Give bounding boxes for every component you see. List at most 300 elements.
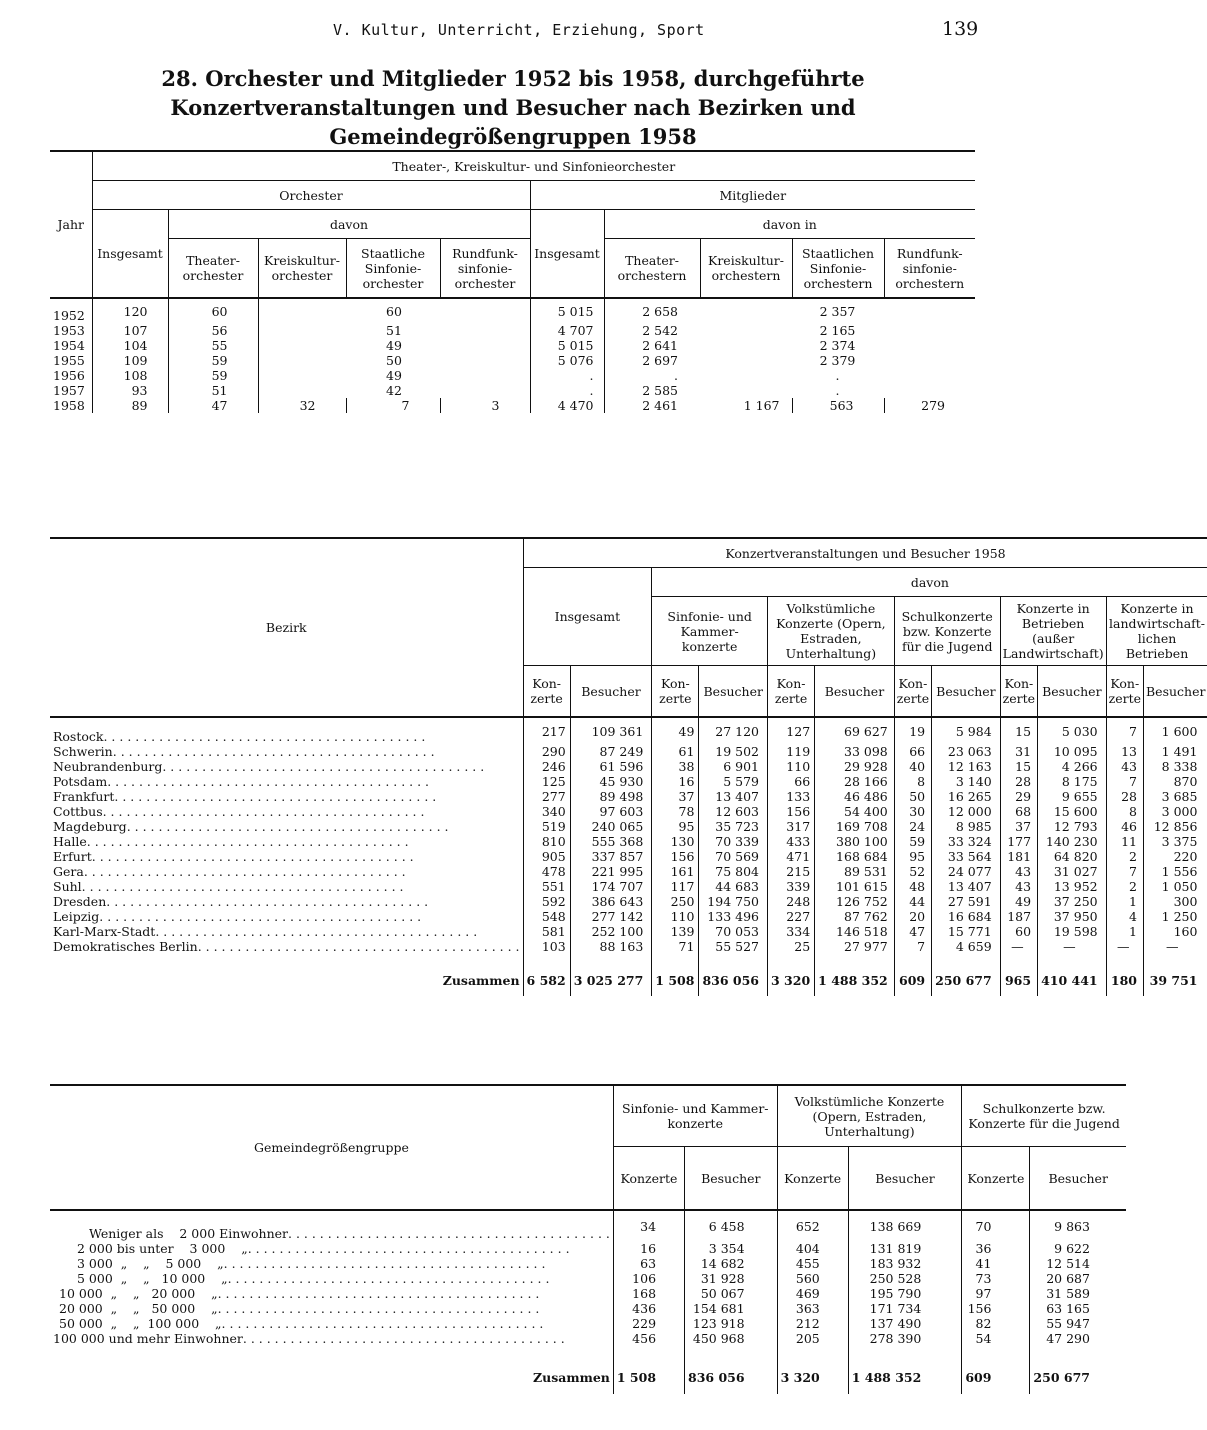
- o-combined-cell: 60: [258, 298, 530, 323]
- bezirk-name: Karl-Marx-Stadt: [53, 923, 156, 939]
- total-label: Zusammen: [50, 954, 523, 996]
- konzerte-cell: 60: [1000, 924, 1037, 939]
- konzerte-cell: 46: [1106, 819, 1143, 834]
- table-row: [50, 1210, 1126, 1241]
- konzerte-cell: 250: [652, 894, 699, 909]
- konzerte-subheader: Konzerte: [777, 1147, 848, 1211]
- besucher-cell: 1 600: [1161, 723, 1198, 739]
- besucher-cell: 195 790: [848, 1286, 962, 1301]
- bezirk-name: Schwerin: [53, 743, 113, 759]
- besucher-cell: 174 707: [570, 879, 652, 894]
- besucher-cell: 33 564: [932, 849, 1001, 864]
- bezirk-name: Frankfurt: [53, 788, 115, 804]
- konzerte-cell: 2: [1106, 849, 1143, 864]
- besucher-cell: 31 027: [1038, 864, 1107, 879]
- t3-schul-header: Schulkonzerte bzw. Konzerte für die Jugend: [962, 1085, 1126, 1147]
- gruppe-name: Weniger als 2 000 Einwohner: [89, 1226, 289, 1242]
- besucher-cell: 240 065: [570, 819, 652, 834]
- besucher-cell: 250 528: [848, 1271, 962, 1286]
- konzerte-cell: 161: [652, 864, 699, 879]
- besucher-cell: 10 095: [1038, 744, 1107, 759]
- bezirk-leader: [53, 940, 520, 954]
- konzerte-cell: 110: [768, 759, 815, 774]
- konzerte-cell: 66: [768, 774, 815, 789]
- besucher-cell: 4 659: [932, 939, 1001, 954]
- m-combined-cell: .: [835, 383, 840, 399]
- besucher-cell: 1 556: [1161, 864, 1198, 880]
- year-cell: 1957: [50, 383, 92, 398]
- dot-leader: [99, 910, 519, 924]
- m-insgesamt-cell: 5 015: [530, 338, 604, 353]
- besucher-cell: 555 368: [570, 834, 652, 849]
- konzerte-cell: 519: [523, 819, 570, 834]
- table-row: [50, 879, 1207, 894]
- table-row: [50, 717, 1207, 744]
- o-insgesamt-cell: 93: [92, 383, 168, 398]
- konzerte-total-cell: 1 508: [652, 954, 699, 996]
- year-cell: 1954: [50, 338, 92, 353]
- besucher-cell: 15 771: [932, 924, 1001, 939]
- besucher-subheader: Besucher: [1038, 666, 1107, 718]
- konzerte-cell: 30: [894, 804, 931, 819]
- o-theater-cell: 59: [168, 353, 258, 368]
- m-insgesamt-cell: .: [530, 383, 604, 398]
- table-row: [50, 759, 1207, 774]
- bezirk-name: Demokratisches Berlin: [53, 938, 198, 954]
- table-row: [50, 819, 1207, 834]
- konzerte-cell: 125: [523, 774, 570, 789]
- besucher-total-cell: 1 488 352: [815, 954, 895, 996]
- konzerte-cell: 29: [1000, 789, 1037, 804]
- konzerte-cell: 110: [652, 909, 699, 924]
- table-row: [50, 1316, 1126, 1331]
- t2-insgesamt-header: Insgesamt: [523, 568, 652, 666]
- orchestra-table: [50, 150, 975, 413]
- besucher-cell: 88 163: [570, 939, 652, 954]
- page-header: [0, 18, 1024, 48]
- besucher-cell: 55 947: [1046, 1316, 1090, 1332]
- konzerte-cell: 37: [652, 789, 699, 804]
- bezirk-name: Dresden: [53, 893, 107, 909]
- m-theater-cell: 2 641: [642, 338, 678, 354]
- o-insgesamt-cell: 107: [92, 323, 168, 338]
- dot-leader: [113, 745, 520, 759]
- t2-sinf-header: Sinfonie- und Kammer-konzerte: [652, 597, 768, 666]
- besucher-cell: 13 407: [932, 879, 1001, 894]
- t3-sinf-header: Sinfonie- und Kammer-konzerte: [613, 1085, 777, 1147]
- besucher-cell: 19 502: [699, 744, 768, 759]
- konzerte-cell: 95: [894, 849, 931, 864]
- table-row: [50, 1256, 1126, 1271]
- table-row: [50, 804, 1207, 819]
- besucher-cell: —: [1165, 939, 1179, 955]
- konzerte-cell: 20: [894, 909, 931, 924]
- m-theater-cell: 2 658: [642, 303, 678, 319]
- besucher-subheader: Besucher: [699, 666, 768, 718]
- o-davon-header: davon: [168, 210, 530, 239]
- konzerte-cell: 59: [894, 834, 931, 849]
- gruppe-name: 20 000 „ „ 50 000 „: [59, 1300, 218, 1316]
- besucher-cell: 9 863: [1054, 1218, 1090, 1234]
- m-rund-header: Rundfunk-sinfonie-orchestern: [895, 245, 965, 291]
- o-insgesamt-cell: 109: [92, 353, 168, 368]
- konzerte-cell: 15: [1000, 717, 1037, 744]
- year-cell: 1952: [50, 298, 92, 323]
- besucher-cell: 6 901: [699, 759, 768, 774]
- konzerte-cell: 456: [613, 1331, 684, 1346]
- table-row: [50, 1271, 1126, 1286]
- o-theater-header: Theater-orchester: [168, 239, 258, 299]
- besucher-cell: 12 000: [932, 804, 1001, 819]
- besucher-cell: 87 762: [815, 909, 895, 924]
- year-cell: 1953: [50, 323, 92, 338]
- besucher-total-cell: 836 056: [685, 1346, 778, 1394]
- konzerte-bezirke-table: [50, 537, 1207, 996]
- m-insgesamt-cell: 5 076: [530, 353, 604, 368]
- m-davon-header: davon in: [604, 210, 975, 239]
- besucher-cell: 13 407: [699, 789, 768, 804]
- konzerte-cell: 217: [523, 717, 570, 744]
- konzerte-total-cell: 3 320: [768, 954, 815, 996]
- konzerte-cell: 156: [768, 804, 815, 819]
- table-row: [50, 368, 975, 383]
- o-combined-cell: 49: [258, 368, 530, 383]
- bezirk-name-cell: [50, 819, 523, 834]
- besucher-subheader: Besucher: [1048, 1170, 1108, 1186]
- gruppe-leader: [53, 1287, 610, 1301]
- bezirk-name-cell: [50, 909, 523, 924]
- konzerte-cell: 436: [613, 1301, 684, 1316]
- konzerte-total-cell: 609: [894, 954, 931, 996]
- bezirk-name-cell: [50, 759, 523, 774]
- dot-leader: [87, 835, 520, 849]
- konzerte-cell: 16: [613, 1241, 684, 1256]
- besucher-subheader: Besucher: [685, 1147, 778, 1211]
- besucher-cell: 3 000: [1161, 804, 1198, 820]
- konzerte-cell: 156: [962, 1301, 1030, 1316]
- gruppe-name-cell: [50, 1271, 613, 1286]
- gruppe-name-cell: [50, 1210, 613, 1241]
- o-theater-cell: 51: [168, 383, 258, 398]
- bezirk-name-cell: [50, 804, 523, 819]
- o-theater-cell: 47: [168, 398, 258, 413]
- konzerte-cell: 73: [962, 1271, 1030, 1286]
- besucher-cell: 171 734: [848, 1301, 962, 1316]
- besucher-cell: 12 856: [1153, 819, 1198, 835]
- besucher-cell: 5 030: [1038, 717, 1107, 744]
- konzerte-cell: 78: [652, 804, 699, 819]
- besucher-cell: 146 518: [815, 924, 895, 939]
- konzerte-cell: 117: [652, 879, 699, 894]
- besucher-cell: 8 338: [1161, 759, 1198, 775]
- bezirk-name: Rostock: [53, 729, 104, 745]
- besucher-cell: 3 685: [1161, 789, 1198, 805]
- o-rund-cell: 3: [440, 398, 530, 413]
- besucher-cell: 37 250: [1038, 894, 1107, 909]
- konzerte-cell: 215: [768, 864, 815, 879]
- table-row: [50, 909, 1207, 924]
- m-theater-cell: 2 542: [642, 323, 678, 339]
- besucher-cell: 14 682: [685, 1256, 778, 1271]
- konzerte-cell: 433: [768, 834, 815, 849]
- m-insgesamt-cell: 4 707: [530, 323, 604, 338]
- konzerte-cell: 25: [768, 939, 815, 954]
- konzerte-cell: 13: [1106, 744, 1143, 759]
- gruppe-name: 3 000 „ „ 5 000 „: [77, 1255, 224, 1271]
- table-row: [50, 774, 1207, 789]
- dot-leader: [107, 775, 519, 789]
- konzerte-cell: 43: [1106, 759, 1143, 774]
- o-insgesamt-cell: 89: [92, 398, 168, 413]
- konzerte-cell: 8: [894, 774, 931, 789]
- konzerte-cell: 50: [894, 789, 931, 804]
- besucher-cell: 6 458: [685, 1210, 778, 1241]
- besucher-cell: 33 324: [932, 834, 1001, 849]
- o-insgesamt-cell: 104: [92, 338, 168, 353]
- bezirk-name-cell: [50, 894, 523, 909]
- bezirk-leader: [53, 760, 520, 774]
- besucher-cell: 278 390: [848, 1331, 962, 1346]
- gruppe-name-cell: [50, 1241, 613, 1256]
- dot-leader: [224, 1257, 610, 1271]
- konzerte-cell: 44: [894, 894, 931, 909]
- konzerte-cell: 54: [962, 1331, 1030, 1346]
- besucher-subheader: Besucher: [1145, 683, 1206, 699]
- o-theater-cell: 59: [168, 368, 258, 383]
- besucher-cell: 29 928: [815, 759, 895, 774]
- konzerte-cell: 133: [768, 789, 815, 804]
- konzerte-cell: 34: [613, 1210, 684, 1241]
- konzerte-cell: 340: [523, 804, 570, 819]
- konzerte-cell: 7: [1106, 717, 1143, 744]
- besucher-cell: 16 265: [932, 789, 1001, 804]
- besucher-cell: 69 627: [815, 717, 895, 744]
- besucher-cell: 13 952: [1038, 879, 1107, 894]
- bezirk-name-cell: [50, 744, 523, 759]
- gruppe-name-cell: [50, 1256, 613, 1271]
- m-insgesamt-cell: .: [530, 368, 604, 383]
- konzerte-total-cell: 1 508: [613, 1346, 684, 1394]
- besucher-cell: 277 142: [570, 909, 652, 924]
- o-theater-cell: 60: [168, 298, 258, 323]
- besucher-cell: 20 687: [1046, 1271, 1090, 1287]
- besucher-total-cell: 250 677: [1033, 1369, 1090, 1385]
- gruppe-leader: [53, 1257, 610, 1271]
- m-theater-cell: .: [674, 368, 678, 384]
- besucher-cell: 9 622: [1054, 1241, 1090, 1257]
- besucher-cell: 89 531: [815, 864, 895, 879]
- m-staat-cell: 563: [792, 398, 884, 413]
- m-insgesamt-cell: 4 470: [530, 398, 604, 413]
- besucher-cell: 70 339: [699, 834, 768, 849]
- konzerte-cell: 363: [777, 1301, 848, 1316]
- gruppe-name-cell: [50, 1316, 613, 1331]
- besucher-cell: 28 166: [815, 774, 895, 789]
- dot-leader: [218, 1302, 610, 1316]
- dot-leader: [222, 1317, 610, 1331]
- bezirk-leader: [53, 895, 520, 909]
- bezirk-name-cell: [50, 879, 523, 894]
- table-row: [50, 1241, 1126, 1256]
- besucher-cell: 45 930: [570, 774, 652, 789]
- t2-davon-header: davon: [652, 568, 1207, 597]
- bezirk-leader: [53, 865, 520, 879]
- table-row: [50, 1301, 1126, 1316]
- bezirk-name-cell: [50, 774, 523, 789]
- besucher-cell: 97 603: [570, 804, 652, 819]
- besucher-cell: 27 591: [932, 894, 1001, 909]
- t2-schul-header: Schulkonzerte bzw. Konzerte für die Jugend: [894, 597, 1000, 666]
- table-row: [50, 789, 1207, 804]
- besucher-cell: 63 165: [1046, 1301, 1090, 1317]
- bezirk-name-cell: [50, 849, 523, 864]
- bezirk-name: Potsdam: [53, 773, 108, 789]
- konzerte-cell: 227: [768, 909, 815, 924]
- besucher-cell: 8 175: [1038, 774, 1107, 789]
- besucher-total-cell: 410 441: [1038, 954, 1107, 996]
- m-insgesamt-header: Insgesamt: [530, 210, 604, 299]
- dot-leader: [218, 1287, 610, 1301]
- table-row: [50, 323, 975, 338]
- m-combined-cell: 2 357: [819, 303, 856, 319]
- konzerte-cell: 63: [613, 1256, 684, 1271]
- konzerte-cell: 28: [1106, 789, 1143, 804]
- konzerte-cell: 156: [652, 849, 699, 864]
- konzerte-subheader: Kon-zerte: [768, 666, 815, 718]
- t2-volk-header: Volkstümliche Konzerte (Opern, Estraden, Unterhaltung): [768, 597, 895, 666]
- o-insgesamt-cell: 120: [92, 298, 168, 323]
- table-row: [50, 894, 1207, 909]
- besucher-cell: 252 100: [570, 924, 652, 939]
- konzerte-cell: 139: [652, 924, 699, 939]
- konzerte-cell: —: [1106, 939, 1143, 954]
- bezirk-name-cell: [50, 864, 523, 879]
- konzerte-cell: 97: [962, 1286, 1030, 1301]
- konzerte-total-cell: 609: [962, 1346, 1030, 1394]
- konzerte-cell: 339: [768, 879, 815, 894]
- besucher-total-cell: 250 677: [932, 954, 1001, 996]
- konzerte-cell: 31: [1000, 744, 1037, 759]
- konzerte-cell: 11: [1106, 834, 1143, 849]
- section-title: V. Kultur, Unterricht, Erziehung, Sport: [333, 21, 705, 39]
- bezirk-name: Magdeburg: [53, 818, 127, 834]
- konzerte-cell: 19: [894, 717, 931, 744]
- m-staat-header: Staatlichen Sinfonie-orchestern: [792, 239, 884, 299]
- dot-leader: [243, 1332, 610, 1346]
- table-row: [50, 744, 1207, 759]
- dot-leader: [82, 880, 520, 894]
- konzerte-cell: 15: [1000, 759, 1037, 774]
- konzerte-cell: 177: [1000, 834, 1037, 849]
- dot-leader: [198, 940, 520, 954]
- bezirk-header: Bezirk: [50, 538, 523, 717]
- konzerte-cell: 560: [777, 1271, 848, 1286]
- t2-main-header: Konzertveranstaltungen und Besucher 1958: [523, 538, 1207, 568]
- besucher-cell: 137 490: [848, 1316, 962, 1331]
- besucher-cell: 300: [1173, 894, 1198, 910]
- besucher-cell: 126 752: [815, 894, 895, 909]
- besucher-cell: 160: [1173, 924, 1198, 940]
- konzerte-cell: 103: [523, 939, 570, 954]
- table-row: [50, 834, 1207, 849]
- besucher-cell: 31 589: [1046, 1286, 1090, 1302]
- konzerte-cell: 246: [523, 759, 570, 774]
- gruppe-leader: [53, 1302, 610, 1316]
- konzerte-cell: 181: [1000, 849, 1037, 864]
- besucher-cell: 3 354: [685, 1241, 778, 1256]
- besucher-cell: 3 375: [1161, 834, 1198, 850]
- konzerte-cell: 28: [1000, 774, 1037, 789]
- gruppe-name-cell: [50, 1301, 613, 1316]
- gruppe-leader: [53, 1317, 610, 1331]
- mitglieder-header: Mitglieder: [530, 181, 975, 210]
- konzerte-cell: 49: [1000, 894, 1037, 909]
- o-kreis-header: Kreiskultur-orchester: [258, 239, 346, 299]
- konzerte-cell: 7: [1106, 774, 1143, 789]
- konzerte-cell: 168: [613, 1286, 684, 1301]
- konzerte-subheader: Kon-zerte: [523, 666, 570, 718]
- konzerte-cell: 43: [1000, 864, 1037, 879]
- konzerte-cell: 61: [652, 744, 699, 759]
- besucher-cell: 27 977: [815, 939, 895, 954]
- besucher-cell: 140 230: [1038, 834, 1107, 849]
- besucher-cell: 194 750: [699, 894, 768, 909]
- gruppe-name-cell: [50, 1286, 613, 1301]
- dot-leader: [288, 1227, 610, 1241]
- besucher-cell: 35 723: [699, 819, 768, 834]
- konzerte-cell: 2: [1106, 879, 1143, 894]
- konzerte-cell: 317: [768, 819, 815, 834]
- gruppe-name: 5 000 „ „ 10 000 „: [77, 1270, 228, 1286]
- konzerte-total-cell: 6 582: [523, 954, 570, 996]
- besucher-cell: 8 985: [932, 819, 1001, 834]
- bezirk-leader: [53, 775, 520, 789]
- page-title: 28. Orchester und Mitglieder 1952 bis 1958, durchgeführte Konzertveranstaltungen und Besucher nach Bezirken und Gemeindegrößengruppen 1958: [161, 66, 865, 149]
- page-number: 139: [942, 18, 979, 40]
- besucher-cell: 168 684: [815, 849, 895, 864]
- dot-leader: [92, 850, 520, 864]
- konzerte-cell: 40: [894, 759, 931, 774]
- o-kreis-cell: 32: [258, 398, 346, 413]
- main-header: Theater-, Kreiskultur- und Sinfonieorchester: [92, 151, 975, 181]
- bezirk-name-cell: [50, 717, 523, 744]
- konzerte-cell: 36: [962, 1241, 1030, 1256]
- konzerte-cell: 212: [777, 1316, 848, 1331]
- dot-leader: [103, 730, 519, 744]
- konzerte-subheader: Konzerte: [613, 1147, 684, 1211]
- besucher-cell: 123 918: [685, 1316, 778, 1331]
- besucher-total-cell: 1 488 352: [848, 1346, 962, 1394]
- besucher-cell: 5 579: [699, 774, 768, 789]
- konzerte-cell: 469: [777, 1286, 848, 1301]
- konzerte-cell: 127: [768, 717, 815, 744]
- besucher-cell: 9 655: [1038, 789, 1107, 804]
- besucher-cell: 169 708: [815, 819, 895, 834]
- besucher-cell: 44 683: [699, 879, 768, 894]
- konzerte-cell: 810: [523, 834, 570, 849]
- o-staat-cell: 7: [346, 398, 440, 413]
- m-kreis-header: Kreiskultur-orchestern: [700, 239, 792, 299]
- besucher-cell: 33 098: [815, 744, 895, 759]
- konzerte-cell: 82: [962, 1316, 1030, 1331]
- konzerte-cell: 334: [768, 924, 815, 939]
- konzerte-cell: 66: [894, 744, 931, 759]
- besucher-cell: 54 400: [815, 804, 895, 819]
- konzerte-subheader: Kon-zerte: [652, 666, 699, 718]
- konzerte-cell: 106: [613, 1271, 684, 1286]
- besucher-cell: 337 857: [570, 849, 652, 864]
- o-insgesamt-header: Insgesamt: [92, 210, 168, 299]
